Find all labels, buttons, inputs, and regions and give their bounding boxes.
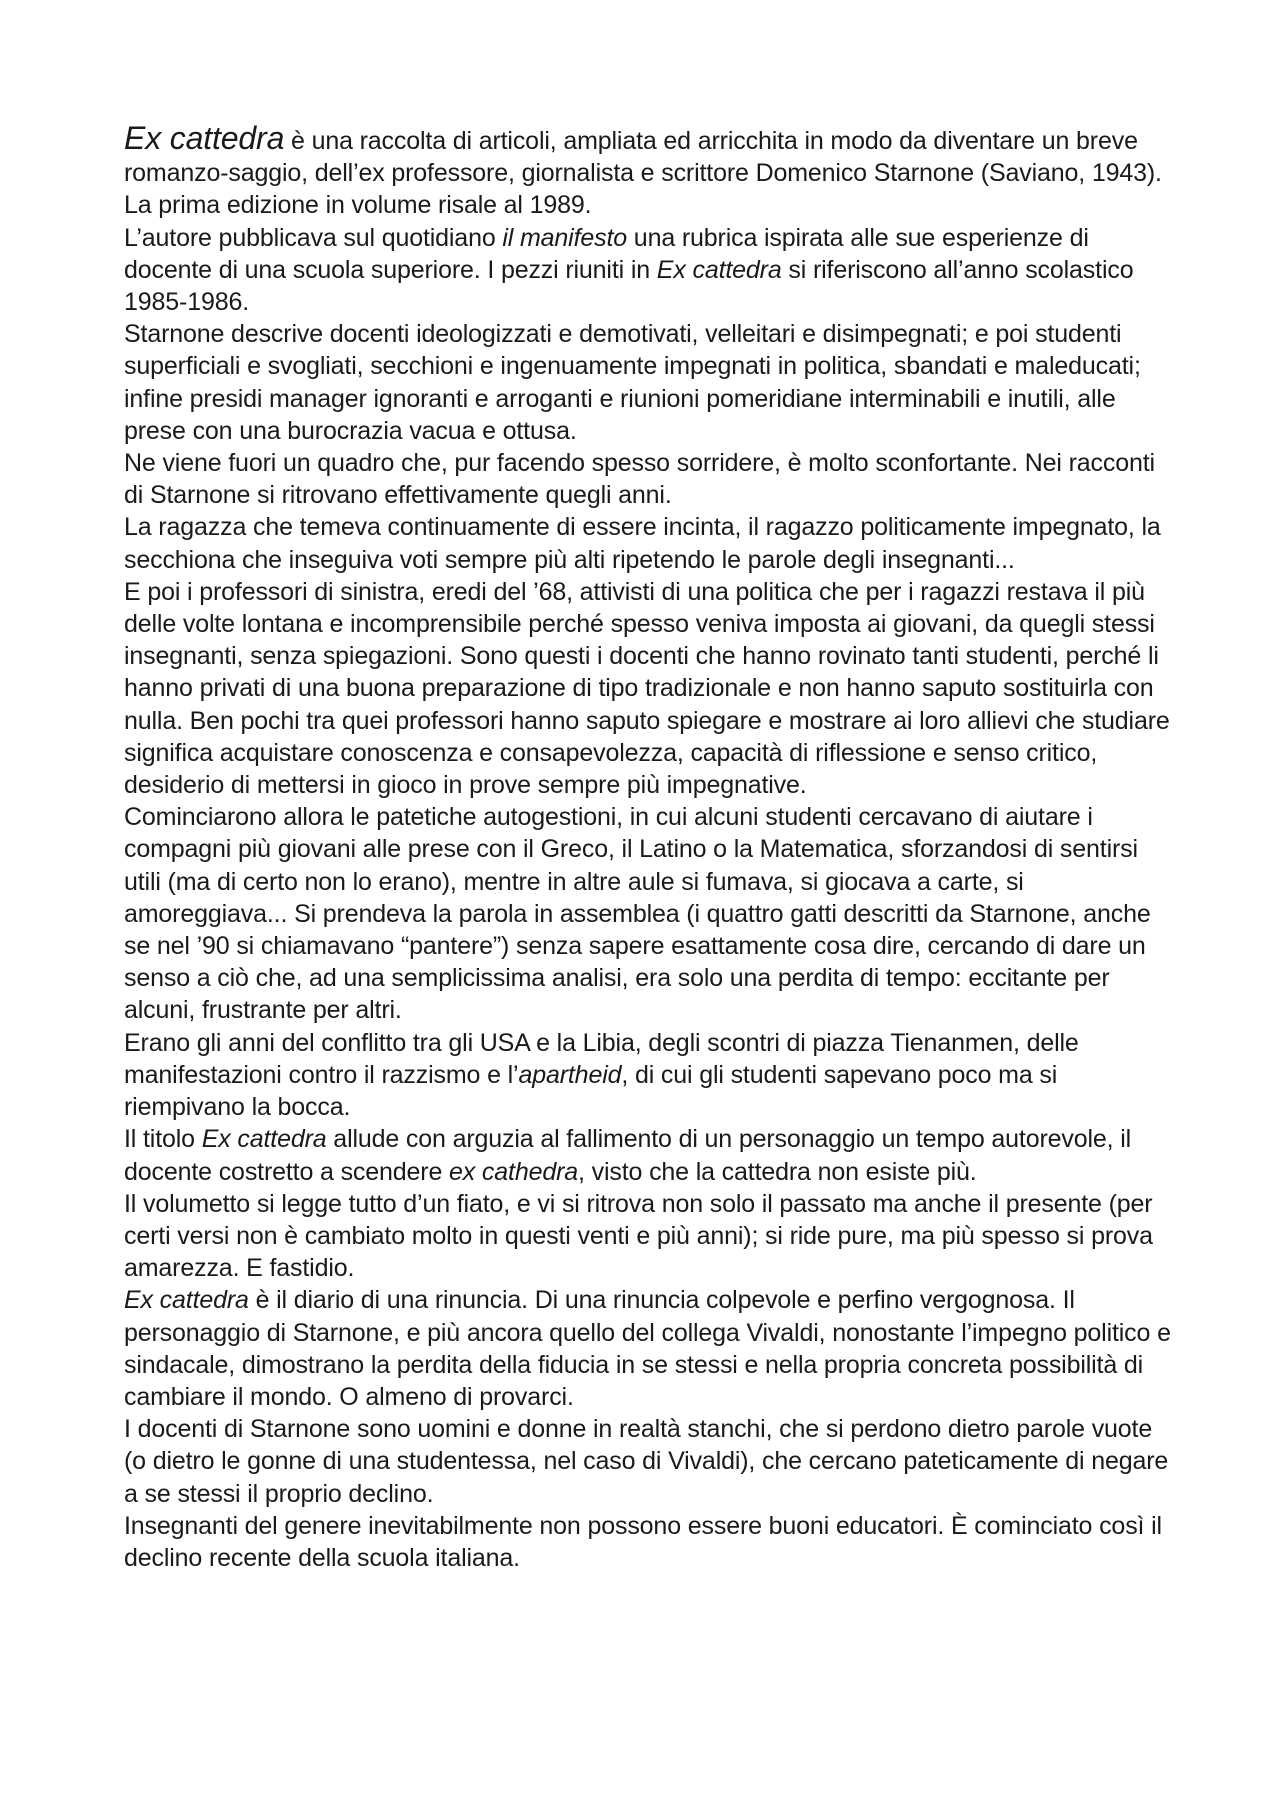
paragraph-1 (124, 122, 1180, 222)
ex-cathedra-term: ex cathedra (449, 1157, 579, 1186)
paragraph-2 (124, 222, 1180, 319)
paragraph-11-text: è il diario di una rinuncia. Di una rinuncia colpevole e perfino vergognosa. Il personaggio di Starnone, e più ancora quello del collega Vivaldi, nonostante l’impegno politico e sindacale, dimostrano la perdita della fiducia in se stessi e nella propria concreta possibilità di cambiare il mondo. O almeno di provarci. (124, 1286, 1171, 1411)
paragraph-9-text-c: , visto che la cattedra non esiste più. (578, 1157, 977, 1186)
document-page (124, 122, 1180, 1574)
paragraph-2-text-c: si riferiscono all’anno scolastico 1985-1986. (124, 255, 1134, 317)
paragraph-1-text: è una raccolta di articoli, ampliata ed arricchita in modo da diventare un breve romanzo-saggio, dell’ex professore, giornalista e scrittore Domenico Starnone (Saviano, 1943). La prima edizione in volume risale al 1989. (124, 127, 1162, 220)
book-title-inline: Ex cattedra (201, 1125, 327, 1154)
paragraph-9-text-a: Il titolo (124, 1125, 202, 1154)
paragraph-8-text-b: , di cui gli studenti sapevano poco ma si riempivano la bocca. (124, 1060, 1058, 1122)
paragraph-9-text-b: allude con arguzia al fallimento di un personaggio un tempo autorevole, il docente costretto a scendere (124, 1125, 1132, 1186)
paragraph-2-text-a: L’autore pubblicava sul quotidiano (124, 223, 503, 252)
book-title-inline: Ex cattedra (656, 255, 782, 284)
paragraph-4: Ne viene fuori un quadro che, pur facendo spesso sorridere, è molto sconfortante. Nei racconti di Starnone si ritrovano effettivamente quegli anni. (124, 449, 1155, 510)
paragraph-3: Starnone descrive docenti ideologizzati e demotivati, velleitari e disimpegnati; e poi studenti superficiali e svogliati, secchioni e ingenuamente impegnati in politica, sbandati e maleducati; infine presidi manager ignoranti e arroganti e riunioni pomeridiane interminabili e inutili, alle prese con una burocrazia vacua e ottusa. (124, 320, 1141, 445)
paragraph-9 (124, 1123, 1180, 1187)
paragraph-8-text-a: Erano gli anni del conflitto tra gli USA e la Libia, degli scontri di piazza Tienanmen, delle manifestazioni contro il razzismo e l’ (124, 1028, 1079, 1089)
newspaper-title: il manifesto (502, 223, 628, 252)
paragraph-2-text-b: una rubrica ispirata alle sue esperienze di docente di una scuola superiore. I pezzi riuniti in (124, 223, 1089, 284)
book-title-inline: Ex cattedra (124, 1286, 249, 1315)
paragraph-6: E poi i professori di sinistra, eredi del ’68, attivisti di una politica che per i ragazzi restava il più delle volte lontana e incomprensibile perché spesso veniva imposta ai giovani, da quegli stessi insegnanti, senza spiegazioni. Sono questi i docenti che hanno rovinato tanti studenti, perché li hanno privati di una buona preparazione di tipo tradizionale e non hanno saputo sostituirla con nulla. Ben pochi tra quei professori hanno saputo spiegare e mostrare ai loro allievi che studiare significa acquistare conoscenza e consapevolezza, capacità di riflessione e senso critico, desiderio di mettersi in gioco in prove sempre più impegnative. (124, 577, 1170, 800)
book-title-lead: Ex cattedra (124, 120, 285, 156)
paragraph-7: Cominciarono allora le patetiche autogestioni, in cui alcuni studenti cercavano di aiutare i compagni più giovani alle prese con il Greco, il Latino o la Matematica, sforzandosi di sentirsi utili (ma di certo non lo erano), mentre in altre aule si fumava, si giocava a carte, si amoreggiava... Si prendeva la parola in assemblea (i quattro gatti descritti da Starnone, anche se nel ’90 si chiamavano “pantere”) senza sapere esattamente cosa dire, cercando di dare un senso a ciò che, ad una semplicissima analisi, era solo una perdita di tempo: eccitante per alcuni, frustrante per altri. (124, 803, 1151, 1025)
paragraph-10: Il volumetto si legge tutto d’un fiato, e vi si ritrova non solo il passato ma anche il presente (per certi versi non è cambiato molto in questi venti e più anni); si ride pure, ma più spesso si prova amarezza. E fastidio. (124, 1189, 1153, 1283)
paragraph-11 (124, 1284, 1180, 1413)
paragraph-12: I docenti di Starnone sono uomini e donne in realtà stanchi, che si perdono dietro parole vuote (o dietro le gonne di una studentessa, nel caso di Vivaldi), che cercano pateticamente di negare a se stessi il proprio declino. (124, 1415, 1169, 1508)
apartheid-term: apartheid (518, 1060, 622, 1089)
paragraph-5: La ragazza che temeva continuamente di essere incinta, il ragazzo politicamente impegnato, la secchiona che inseguiva voti sempre più alti ripetendo le parole degli insegnanti... (124, 513, 1161, 574)
paragraph-8 (124, 1027, 1180, 1124)
paragraph-13: Insegnanti del genere inevitabilmente non possono essere buoni educatori. È cominciato così il declino recente della scuola italiana. (124, 1511, 1162, 1572)
